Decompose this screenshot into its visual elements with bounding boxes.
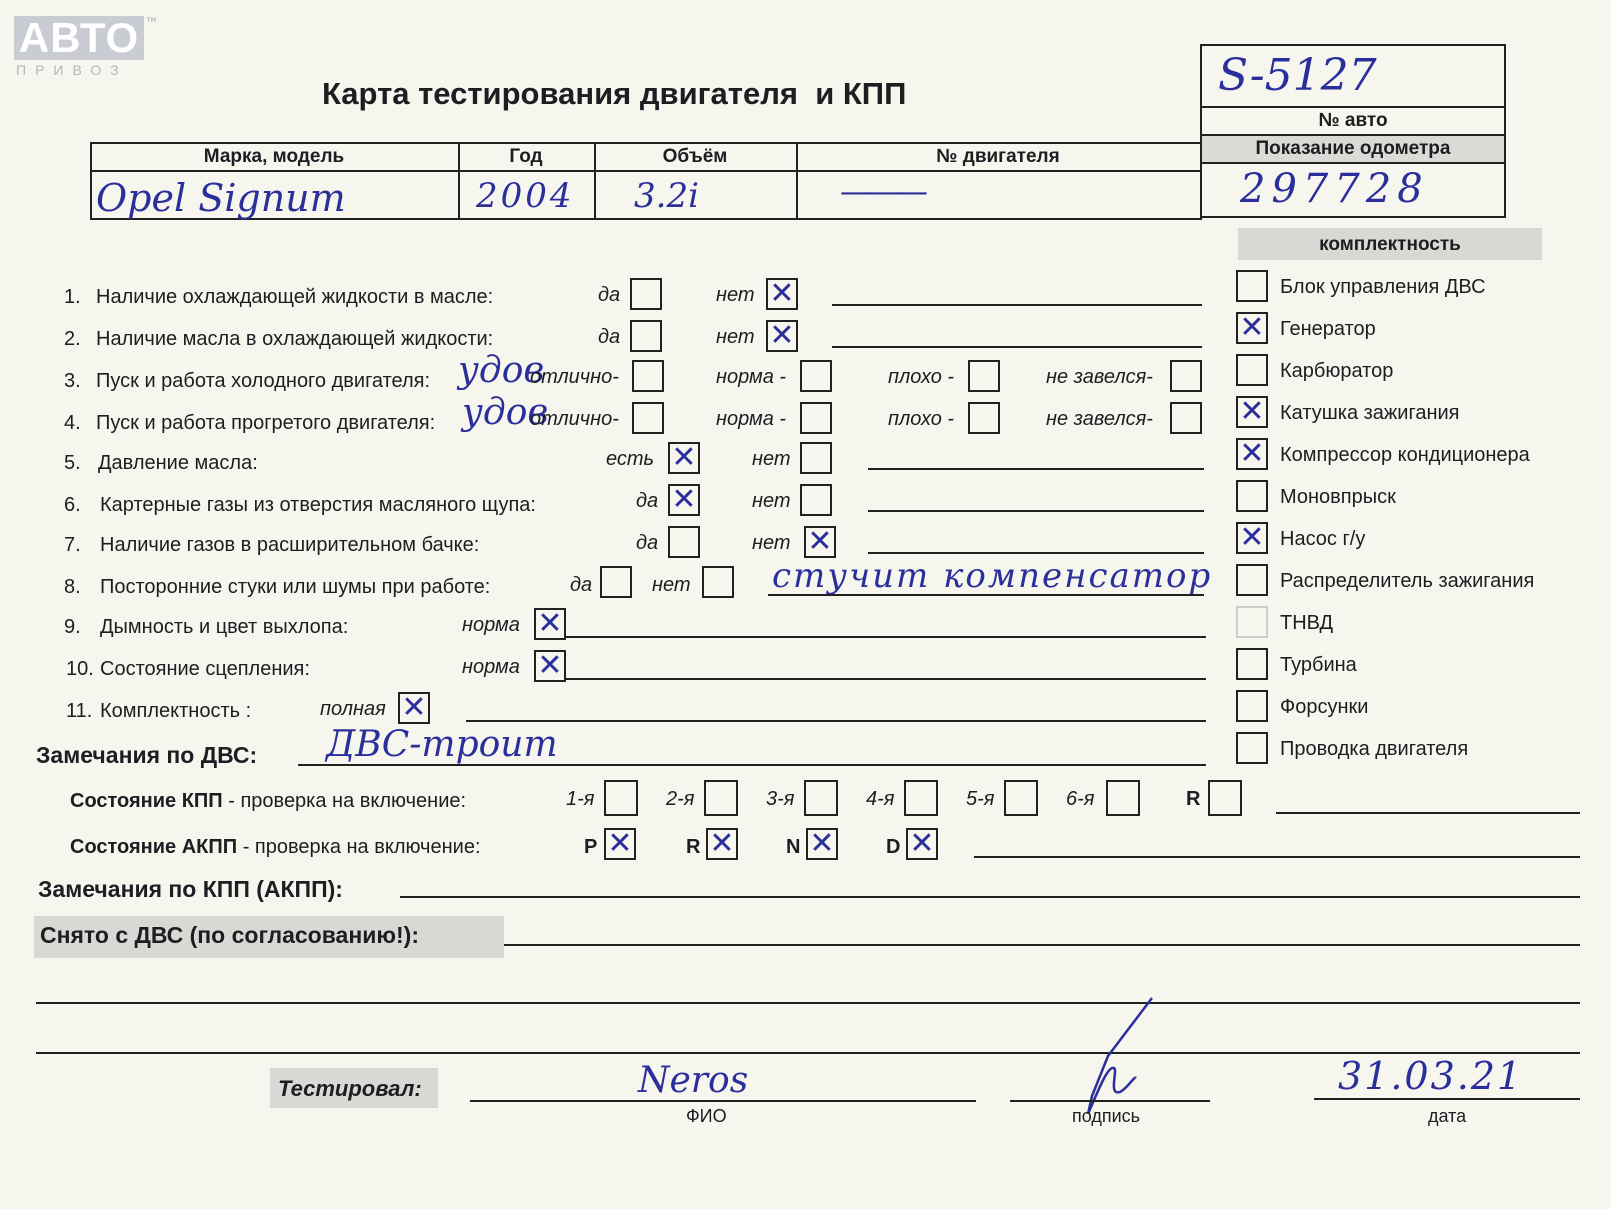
item6-da-checkbox[interactable]	[668, 484, 700, 516]
col-engine-no: № двигателя	[936, 146, 1060, 167]
item1-da-checkbox[interactable]	[630, 278, 662, 310]
akpp-comment-line[interactable]	[974, 856, 1580, 858]
item10-comment-line[interactable]	[566, 678, 1206, 680]
item2-da-checkbox[interactable]	[630, 320, 662, 352]
item3-handwritten-note: удов	[458, 350, 545, 391]
page-title: Карта тестирования двигателя и КПП	[322, 76, 907, 111]
completeness-check-tnvd[interactable]	[1236, 606, 1268, 638]
item-number: 9.	[64, 616, 81, 638]
logo	[14, 14, 157, 78]
item8-comment-line[interactable]	[768, 594, 1204, 596]
make-model-value: Opel Signum	[96, 176, 346, 220]
kpp-gear-5-checkbox[interactable]	[1004, 780, 1038, 816]
item-number: 7.	[64, 534, 81, 556]
completeness-check-injectors[interactable]	[1236, 690, 1268, 722]
kpp-label-bold: Состояние КПП	[70, 790, 223, 812]
removed-label	[40, 922, 419, 949]
item10-norma-checkbox[interactable]	[534, 650, 566, 682]
kpp-gear-6-checkbox[interactable]	[1106, 780, 1140, 816]
option-net-label: нет	[716, 284, 755, 306]
completeness-label-ecu: Блок управления ДВС	[1280, 276, 1486, 298]
item-label: Наличие масла в охлаждающей жидкости:	[96, 328, 494, 350]
item9-comment-line[interactable]	[566, 636, 1206, 638]
item-number: 6.	[64, 494, 81, 516]
completeness-check-generator[interactable]	[1236, 312, 1268, 344]
year-value: 2004	[476, 176, 575, 216]
item3-ne-zavelsya-checkbox[interactable]	[1170, 360, 1202, 392]
odometer-value: 297728	[1240, 166, 1429, 212]
item3-otlichno-checkbox[interactable]	[632, 360, 664, 392]
item5-est-checkbox[interactable]	[668, 442, 700, 474]
item8-da-checkbox[interactable]	[600, 566, 632, 598]
akpp-gear-d-checkbox[interactable]	[906, 828, 938, 860]
col-make-model: Марка, модель	[203, 146, 345, 167]
kpp-notes-line[interactable]	[400, 896, 1580, 898]
date-label: дата	[1428, 1106, 1467, 1126]
odometer-label: Показание одометра	[1255, 138, 1451, 159]
item1-net-checkbox[interactable]	[766, 278, 798, 310]
item-label: Наличие газов в расширительном бачке:	[100, 534, 480, 556]
fio-label: ФИО	[686, 1106, 727, 1126]
item-number: 10.	[66, 658, 94, 680]
kpp-label	[70, 790, 466, 813]
item-label: Наличие охлаждающей жидкости в масле:	[96, 286, 494, 308]
item-label: Посторонние стуки или шумы при работе:	[100, 576, 491, 598]
akpp-gear-label: R	[686, 836, 701, 858]
removed-line-2[interactable]	[36, 1002, 1580, 1004]
option-net-label: нет	[752, 448, 791, 470]
completeness-label-turbine: Турбина	[1280, 654, 1357, 676]
completeness-label-ps-pump: Насос г/у	[1280, 528, 1366, 550]
item-label: Пуск и работа холодного двигателя:	[96, 370, 431, 392]
kpp-gear-label: R	[1186, 788, 1201, 810]
dvs-notes-label: Замечания по ДВС:	[36, 742, 258, 768]
kpp-label-rest: - проверка на включение:	[222, 790, 467, 812]
item-label: Давление масла:	[98, 452, 258, 474]
completeness-check-carburetor[interactable]	[1236, 354, 1268, 386]
completeness-check-turbine[interactable]	[1236, 648, 1268, 680]
item5-comment-line[interactable]	[868, 468, 1204, 470]
item6-comment-line[interactable]	[868, 510, 1204, 512]
option-ne-zavelsya-label: не завелся-	[1046, 408, 1153, 430]
item3-norma-checkbox[interactable]	[800, 360, 832, 392]
item8-handwritten-note: стучит компенсатор	[772, 556, 1213, 596]
item8-net-checkbox[interactable]	[702, 566, 734, 598]
item-label: Дымность и цвет выхлопа:	[100, 616, 349, 638]
option-net-label: нет	[652, 574, 691, 596]
kpp-gear-label: 3-я	[766, 788, 795, 810]
item7-da-checkbox[interactable]	[668, 526, 700, 558]
option-polnaya-label: полная	[320, 698, 386, 720]
item-number: 2.	[64, 328, 81, 350]
item-label: Пуск и работа прогретого двигателя:	[96, 412, 436, 434]
kpp-gear-label: 6-я	[1066, 788, 1095, 810]
completeness-label-wiring: Проводка двигателя	[1280, 738, 1469, 760]
car-number-value: S-5127	[1218, 50, 1377, 101]
car-number-label: № авто	[1318, 110, 1388, 131]
option-norma-label: норма -	[716, 408, 787, 430]
completeness-label-ignition-coil: Катушка зажигания	[1280, 402, 1460, 424]
item5-net-checkbox[interactable]	[800, 442, 832, 474]
item3-ploho-checkbox[interactable]	[968, 360, 1000, 392]
completeness-check-distributor[interactable]	[1236, 564, 1268, 596]
item-number: 11.	[66, 700, 93, 722]
item9-norma-checkbox[interactable]	[534, 608, 566, 640]
completeness-label-distributor: Распределитель зажигания	[1280, 570, 1535, 592]
item-label: Комплектность :	[100, 700, 252, 722]
kpp-gear-label: 2-я	[666, 788, 695, 810]
option-ploho-label: плохо -	[888, 408, 955, 430]
signature-line[interactable]	[1010, 1100, 1210, 1102]
option-net-label: нет	[752, 490, 791, 512]
completeness-check-mono-injection[interactable]	[1236, 480, 1268, 512]
item7-net-checkbox[interactable]	[804, 526, 836, 558]
item6-net-checkbox[interactable]	[800, 484, 832, 516]
completeness-check-ecu[interactable]	[1236, 270, 1268, 302]
kpp-notes-label: Замечания по КПП (АКПП):	[38, 876, 343, 902]
completeness-title: комплектность	[1319, 234, 1461, 255]
akpp-label-rest: - проверка на включение:	[237, 836, 481, 858]
item-number: 8.	[64, 576, 81, 598]
col-year: Год	[509, 146, 543, 167]
completeness-check-ignition-coil[interactable]	[1236, 396, 1268, 428]
completeness-check-ps-pump[interactable]	[1236, 522, 1268, 554]
option-da-label: да	[636, 532, 659, 554]
option-norma-label: норма	[462, 656, 520, 678]
item4-otlichno-checkbox[interactable]	[632, 402, 664, 434]
item1-comment-line[interactable]	[832, 304, 1202, 306]
dvs-notes-line[interactable]	[298, 764, 1206, 766]
dvs-notes-value: ДВС-троит	[326, 724, 558, 765]
item-number: 4.	[64, 412, 81, 434]
kpp-gear-label: 4-я	[866, 788, 895, 810]
akpp-gear-r-checkbox[interactable]	[706, 828, 738, 860]
kpp-gear-3-checkbox[interactable]	[804, 780, 838, 816]
option-ploho-label: плохо -	[888, 366, 955, 388]
volume-value: 3.2i	[634, 176, 699, 216]
kpp-comment-line[interactable]	[1276, 812, 1580, 814]
removed-label-rest: (по согласованию!):	[183, 922, 419, 948]
date-value: 31.03.21	[1338, 1054, 1524, 1098]
fio-line[interactable]	[470, 1100, 976, 1102]
removed-label-bold: Снято с ДВС	[40, 922, 184, 948]
akpp-gear-n-checkbox[interactable]	[806, 828, 838, 860]
option-ne-zavelsya-label: не завелся-	[1046, 366, 1153, 388]
completeness-check-ac-compressor[interactable]	[1236, 438, 1268, 470]
fio-value: Neros	[638, 1060, 749, 1101]
option-da-label: да	[636, 490, 659, 512]
item-number: 5.	[64, 452, 81, 474]
completeness-label-carburetor: Карбюратор	[1280, 360, 1394, 382]
col-volume: Объём	[662, 146, 728, 167]
removed-line-1[interactable]	[504, 944, 1580, 946]
signature-label: подпись	[1072, 1106, 1141, 1126]
engine-no-value: ———	[840, 172, 924, 210]
akpp-gear-label: D	[886, 836, 901, 858]
akpp-gear-label: N	[786, 836, 801, 858]
tested-label: Тестировал:	[278, 1076, 422, 1101]
akpp-label-bold: Состояние АКПП	[70, 836, 238, 858]
date-line[interactable]	[1314, 1098, 1580, 1100]
item4-handwritten-note: удов	[462, 392, 549, 433]
option-norma-label: норма	[462, 614, 520, 636]
kpp-gear-4-checkbox[interactable]	[904, 780, 938, 816]
kpp-gear-1-checkbox[interactable]	[604, 780, 638, 816]
item4-ploho-checkbox[interactable]	[968, 402, 1000, 434]
completeness-label-ac-compressor: Компрессор кондиционера	[1280, 444, 1530, 466]
item-label: Картерные газы из отверстия масляного щупа:	[100, 494, 536, 516]
option-net-label: нет	[716, 326, 755, 348]
item-number: 3.	[64, 370, 81, 392]
item2-net-checkbox[interactable]	[766, 320, 798, 352]
kpp-gear-label: 1-я	[566, 788, 595, 810]
completeness-label-tnvd: ТНВД	[1280, 612, 1334, 634]
logo-sub: ПРИВОЗ	[16, 62, 128, 78]
option-da-label: да	[570, 574, 593, 596]
option-da-label: да	[598, 284, 621, 306]
kpp-gear-r-checkbox[interactable]	[1208, 780, 1242, 816]
kpp-gear-label: 5-я	[966, 788, 995, 810]
item4-norma-checkbox[interactable]	[800, 402, 832, 434]
option-otlichno-label: отлично-	[530, 408, 619, 430]
akpp-label	[70, 836, 481, 859]
option-otlichno-label: отлично-	[530, 366, 619, 388]
option-norma-label: норма -	[716, 366, 787, 388]
logo-main: АВТО	[14, 16, 144, 60]
completeness-label-generator: Генератор	[1280, 318, 1376, 340]
akpp-gear-p-checkbox[interactable]	[604, 828, 636, 860]
completeness-check-wiring[interactable]	[1236, 732, 1268, 764]
option-net-label: нет	[752, 532, 791, 554]
item2-comment-line[interactable]	[832, 346, 1202, 348]
logo-tm: ™	[146, 16, 157, 28]
item11-comment-line[interactable]	[466, 720, 1206, 722]
option-est-label: есть	[606, 448, 655, 470]
kpp-gear-2-checkbox[interactable]	[704, 780, 738, 816]
option-da-label: да	[598, 326, 621, 348]
completeness-label-mono-injection: Моновпрыск	[1280, 486, 1396, 508]
item-label: Состояние сцепления:	[100, 658, 310, 680]
item11-polnaya-checkbox[interactable]	[398, 692, 430, 724]
item4-ne-zavelsya-checkbox[interactable]	[1170, 402, 1202, 434]
completeness-label-injectors: Форсунки	[1280, 696, 1369, 718]
akpp-gear-label: P	[584, 836, 598, 858]
item7-comment-line[interactable]	[868, 552, 1204, 554]
item-number: 1.	[64, 286, 81, 308]
